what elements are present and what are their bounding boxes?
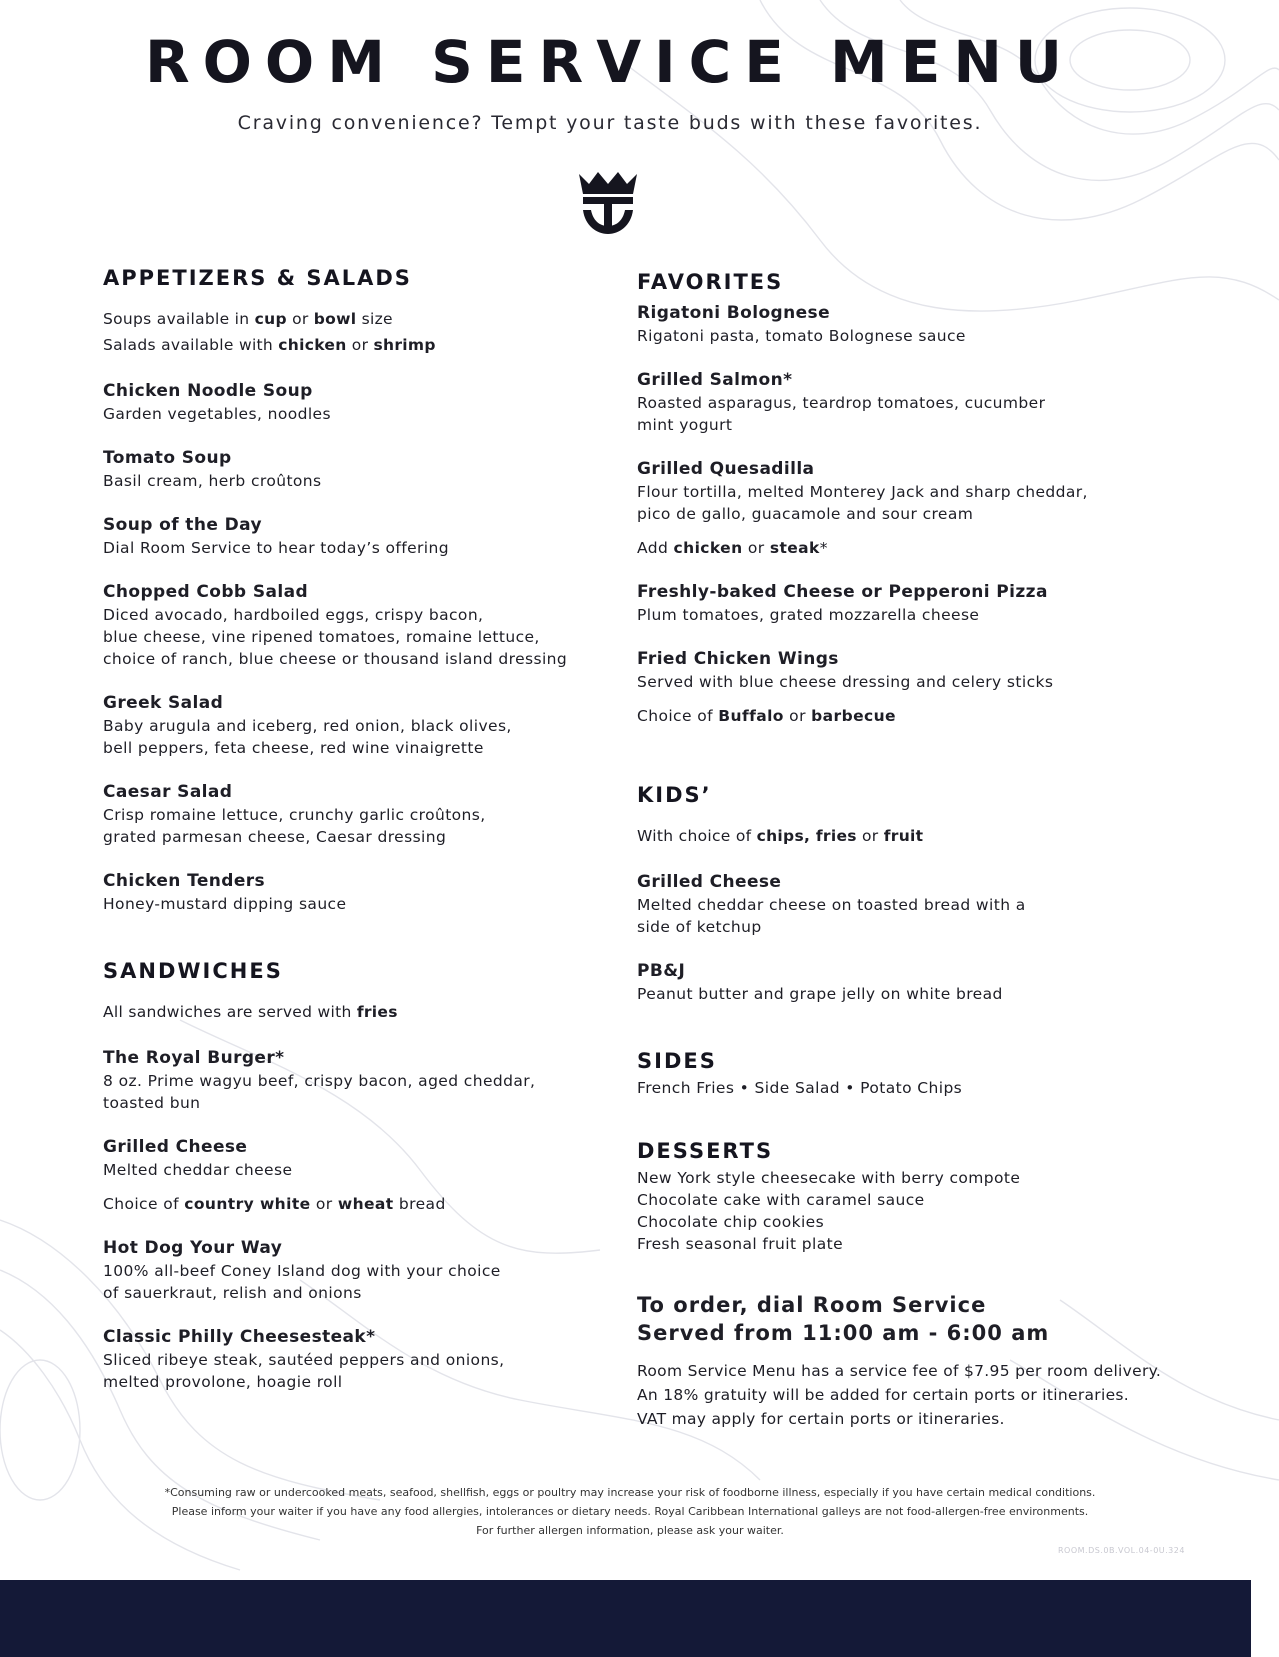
item-desc: Plum tomatoes, grated mozzarella cheese bbox=[637, 606, 980, 624]
allergy-footnote bbox=[80, 1483, 1180, 1540]
item-desc: mint yogurt bbox=[637, 416, 733, 434]
item-desc: grated parmesan cheese, Caesar dressing bbox=[103, 828, 447, 846]
soups-note: Soups available in cup or bowl size bbox=[103, 310, 393, 328]
section-title-sides: SIDES bbox=[637, 1049, 717, 1073]
footnote-line: For further allergen information, please ask your waiter. bbox=[476, 1524, 784, 1537]
item-desc: Peanut butter and grape jelly on white bread bbox=[637, 985, 1003, 1003]
item-desc: Crisp romaine lettuce, crunchy garlic croûtons, bbox=[103, 806, 486, 824]
menu-item bbox=[637, 960, 1197, 1005]
menu-item bbox=[637, 648, 1197, 727]
menu-item bbox=[103, 581, 603, 670]
sides-list: French Fries • Side Salad • Potato Chips bbox=[637, 1079, 963, 1097]
item-desc: Roasted asparagus, teardrop tomatoes, cucumber bbox=[637, 394, 1046, 412]
footnote-line: *Consuming raw or undercooked meats, seafood, shellfish, eggs or poultry may increase your risk of foodborne illness, especially if you have certain medical conditions. bbox=[164, 1486, 1096, 1499]
menu-item bbox=[103, 380, 603, 425]
salads-note: Salads available with chicken or shrimp bbox=[103, 336, 436, 354]
item-name: Chicken Noodle Soup bbox=[103, 381, 313, 401]
print-code: ROOM.DS.0B.VOL.04-0U.324 bbox=[1058, 1546, 1185, 1555]
crown-anchor-icon bbox=[577, 170, 639, 236]
item-name: Freshly-baked Cheese or Pepperoni Pizza bbox=[637, 582, 1048, 602]
item-desc: bell peppers, feta cheese, red wine vinaigrette bbox=[103, 739, 484, 757]
item-name: Grilled Cheese bbox=[103, 1137, 248, 1157]
menu-item bbox=[103, 870, 603, 915]
kids-note: With choice of chips, fries or fruit bbox=[637, 827, 924, 845]
item-desc: Melted cheddar cheese on toasted bread with a bbox=[637, 896, 1026, 914]
menu-item bbox=[103, 1047, 603, 1114]
menu-item bbox=[637, 369, 1197, 436]
bread-choice-note: Choice of country white or wheat bread bbox=[103, 1195, 446, 1213]
item-name: Rigatoni Bolognese bbox=[637, 303, 831, 323]
footer-band bbox=[0, 1580, 1251, 1657]
item-name: Greek Salad bbox=[103, 693, 224, 713]
item-desc: Rigatoni pasta, tomato Bolognese sauce bbox=[637, 327, 966, 345]
item-desc: blue cheese, vine ripened tomatoes, romaine lettuce, bbox=[103, 628, 540, 646]
item-name: Classic Philly Cheesesteak* bbox=[103, 1327, 376, 1347]
menu-item bbox=[637, 302, 1197, 347]
item-desc: Melted cheddar cheese bbox=[103, 1161, 293, 1179]
section-title-favorites: FAVORITES bbox=[637, 270, 784, 294]
dessert-item: Fresh seasonal fruit plate bbox=[637, 1235, 844, 1253]
tagline: Craving convenience? Tempt your taste buds with these favorites. bbox=[237, 112, 983, 134]
footnote-line: Please inform your waiter if you have any food allergies, intolerances or dietary needs. Royal Caribbean International galleys are not food-allergen-free environments. bbox=[171, 1505, 1089, 1518]
item-name: The Royal Burger* bbox=[103, 1048, 285, 1068]
item-name: Fried Chicken Wings bbox=[637, 649, 839, 669]
dessert-item: New York style cheesecake with berry compote bbox=[637, 1169, 1021, 1187]
menu-item bbox=[103, 1237, 603, 1304]
section-title-sandwiches: SANDWICHES bbox=[103, 959, 283, 983]
item-desc: Dial Room Service to hear today’s offering bbox=[103, 539, 449, 557]
section-title-appetizers: APPETIZERS & SALADS bbox=[103, 266, 412, 290]
item-desc: 8 oz. Prime wagyu beef, crispy bacon, aged cheddar, bbox=[103, 1072, 536, 1090]
vat-text: VAT may apply for certain ports or itineraries. bbox=[637, 1410, 1005, 1428]
item-name: Chopped Cobb Salad bbox=[103, 582, 309, 602]
item-name: Soup of the Day bbox=[103, 515, 262, 535]
item-name: Caesar Salad bbox=[103, 782, 233, 802]
menu-item bbox=[103, 1326, 603, 1393]
menu-item bbox=[103, 447, 603, 492]
sauce-choice-note: Choice of Buffalo or barbecue bbox=[637, 707, 896, 725]
menu-item bbox=[103, 781, 603, 848]
order-details bbox=[637, 1359, 1197, 1431]
service-hours: Served from 11:00 am - 6:00 am bbox=[637, 1321, 1050, 1345]
item-desc: Diced avocado, hardboiled eggs, crispy bacon, bbox=[103, 606, 484, 624]
section-title-desserts: DESSERTS bbox=[637, 1139, 774, 1163]
item-name: Tomato Soup bbox=[103, 448, 232, 468]
item-desc: Flour tortilla, melted Monterey Jack and sharp cheddar, bbox=[637, 483, 1088, 501]
order-info bbox=[637, 1291, 1197, 1431]
item-name: Grilled Quesadilla bbox=[637, 459, 815, 479]
item-desc: toasted bun bbox=[103, 1094, 201, 1112]
desserts-list bbox=[637, 1167, 1197, 1255]
menu-item bbox=[637, 871, 1197, 938]
item-name: Grilled Salmon* bbox=[637, 370, 793, 390]
item-desc: side of ketchup bbox=[637, 918, 762, 936]
service-fee-text: Room Service Menu has a service fee of $7.95 per room delivery. bbox=[637, 1362, 1162, 1380]
right-column bbox=[637, 270, 1197, 1431]
item-name: Hot Dog Your Way bbox=[103, 1238, 283, 1258]
dessert-item: Chocolate chip cookies bbox=[637, 1213, 825, 1231]
dessert-item: Chocolate cake with caramel sauce bbox=[637, 1191, 925, 1209]
item-name: Grilled Cheese bbox=[637, 872, 782, 892]
menu-item bbox=[103, 514, 603, 559]
item-desc: choice of ranch, blue cheese or thousand island dressing bbox=[103, 650, 568, 668]
left-column bbox=[103, 266, 603, 1393]
item-desc: Garden vegetables, noodles bbox=[103, 405, 331, 423]
item-name: PB&J bbox=[637, 961, 686, 981]
gratuity-text: An 18% gratuity will be added for certain ports or itineraries. bbox=[637, 1386, 1130, 1404]
menu-item bbox=[637, 458, 1197, 559]
page-title: ROOM SERVICE MENU bbox=[144, 28, 1076, 96]
order-heading: To order, dial Room Service bbox=[637, 1293, 987, 1317]
item-desc: pico de gallo, guacamole and sour cream bbox=[637, 505, 974, 523]
item-desc: Baby arugula and iceberg, red onion, black olives, bbox=[103, 717, 512, 735]
section-title-kids: KIDS’ bbox=[637, 783, 712, 807]
item-desc: Sliced ribeye steak, sautéed peppers and onions, bbox=[103, 1351, 505, 1369]
item-desc: Basil cream, herb croûtons bbox=[103, 472, 322, 490]
sandwiches-note: All sandwiches are served with fries bbox=[103, 1003, 398, 1021]
menu-item bbox=[103, 692, 603, 759]
item-desc: 100% all-beef Coney Island dog with your choice bbox=[103, 1262, 501, 1280]
item-name: Chicken Tenders bbox=[103, 871, 266, 891]
menu-item bbox=[103, 1136, 603, 1215]
protein-add-note: Add chicken or steak* bbox=[637, 539, 828, 557]
item-desc: Served with blue cheese dressing and celery sticks bbox=[637, 673, 1054, 691]
item-desc: of sauerkraut, relish and onions bbox=[103, 1284, 362, 1302]
item-desc: Honey-mustard dipping sauce bbox=[103, 895, 347, 913]
menu-item bbox=[637, 581, 1197, 626]
item-desc: melted provolone, hoagie roll bbox=[103, 1373, 343, 1391]
